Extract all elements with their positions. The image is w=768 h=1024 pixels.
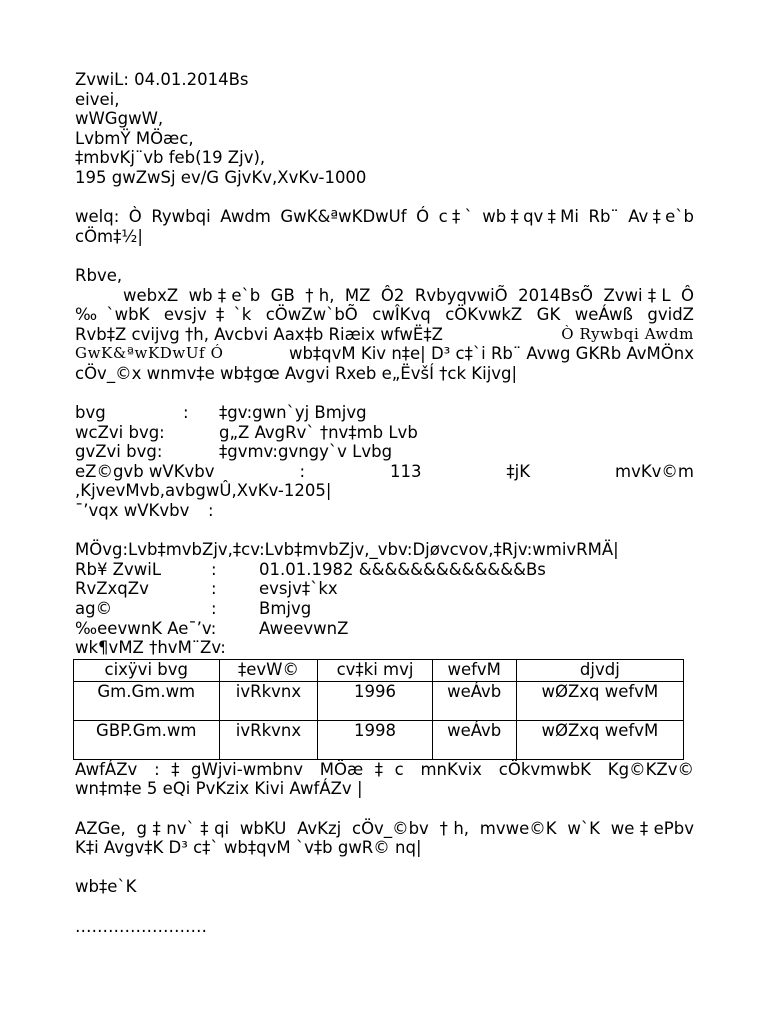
- body-line-3-serif: Ò Rywbqi Awdm: [561, 324, 694, 343]
- subject-line-1: welq: Ò Rywbqi Awdm GwK&ªwKDwUf Ó c‡` wb‡qv‡Mi Rb¨ Av‡e`b: [75, 207, 694, 227]
- experience-line-1: AwfÁZv :‡gWjvi-wmbnv MÖæ‡c mnKvix cÖkvmwbK Kg©KZv©: [75, 759, 694, 779]
- cell-result: wØZxq wefvM: [516, 681, 683, 720]
- dob-value: 01.01.1982 &&&&&&&&&&&&&Bs: [259, 559, 546, 579]
- nationality-label: RvZxqZv: [75, 579, 149, 599]
- sign-off: wb‡e`K: [75, 877, 137, 897]
- body-line-4: [75, 344, 694, 364]
- cell-board: ivRkvnx: [219, 681, 318, 720]
- signature-line: ……………………: [75, 916, 207, 936]
- name-colon: :: [183, 403, 189, 423]
- dob-colon: :: [211, 559, 217, 579]
- subject-line-2: cÖm‡½|: [75, 226, 143, 246]
- education-table: [73, 659, 684, 760]
- cell-exam: Gm.Gm.wm: [74, 681, 220, 720]
- to-line: eivei,: [75, 89, 120, 109]
- present-address-colon: :: [299, 461, 306, 481]
- experience-line-2: wn‡m‡e 5 eQi PvKzix Kivi AwfÁZv |: [75, 779, 363, 799]
- present-address-row: [75, 462, 694, 482]
- salutation: Rbve,: [75, 265, 123, 285]
- cell-year: 1996: [318, 681, 432, 720]
- dob-row: [75, 560, 694, 580]
- cell-board: ivRkvnx: [219, 720, 318, 759]
- body-line-3: [75, 325, 694, 345]
- marital-label: ‰eevwnK Ae¯’v:: [75, 618, 217, 638]
- present-address-label: eZ©gvb wVKvbv: [75, 461, 215, 481]
- marital-value: AweevwnZ: [259, 618, 349, 638]
- religion-value: Bmjvg: [259, 599, 312, 619]
- header-year: cv‡ki mvj: [318, 659, 432, 681]
- organization: LvbmŸ MÖæc,: [75, 128, 194, 148]
- permanent-address-row: [75, 501, 694, 521]
- address-line-2: 195 gwZwSj ev/G GjvKv,XvKv-1000: [75, 167, 367, 187]
- cell-year: 1998: [318, 720, 432, 759]
- header-board: ‡evW©: [219, 659, 318, 681]
- cell-exam: GBP.Gm.wm: [74, 720, 220, 759]
- body-line-3-text: Rvb‡Z cvijvg †h, Avcbvi Aax‡b Riæix wfwË‡Z: [75, 324, 449, 344]
- recipient-title: wWGgwW,: [75, 109, 164, 129]
- body-line-4-serif: GwK&ªwKDwUf Ó: [75, 344, 224, 363]
- marital-row: [75, 619, 694, 639]
- permanent-address-colon: :: [208, 501, 214, 521]
- name-value: ‡gv:gwn`yj Bmjvg: [219, 403, 367, 423]
- header-result: djvdj: [516, 659, 683, 681]
- header-exam: cixÿvi bvg: [74, 659, 220, 681]
- body-line-1: webxZ wb‡e`b GB †h, MZ Ô2 RvbyqvwiÕ 2014BsÕ Zvwi‡L Ô: [123, 285, 694, 305]
- nationality-colon: :: [211, 579, 217, 599]
- education-table-header: [74, 659, 684, 681]
- header-group: wefvM: [432, 659, 516, 681]
- table-row: [74, 681, 684, 720]
- permanent-address-value: MÖvg:Lvb‡mvbZjv,‡cv:Lvb‡mvbZjv,_vbv:Djøvcvov,‡Rjv:wmivRMÄ|: [75, 540, 619, 560]
- religion-label: ag©: [75, 599, 113, 619]
- date-line: ZvwiL: 04.01.2014Bs: [75, 70, 249, 89]
- address-line-1: ‡mbvKj¨vb feb(19 Zjv),: [75, 148, 266, 168]
- name-row: [75, 403, 694, 423]
- cell-result: wØZxq wefvM: [516, 720, 683, 759]
- permanent-address-label: ¯’vqx wVKvbv: [75, 501, 190, 521]
- body-line-5: cÖv_©x wnmv‡e wb‡gœ Avgvi Rxeb e„ËvšÍ †ck Kijvg|: [75, 363, 518, 383]
- present-address-part-2: ‡jK: [506, 461, 531, 481]
- present-address-cont: ,KjvevMvb,avbgwÛ,XvKv-1205|: [75, 481, 332, 501]
- religion-row: [75, 599, 694, 619]
- closing-line-2: K‡i Avgv‡K D³ c‡` wb‡qvM `v‡b gwR© nq|: [75, 838, 422, 858]
- table-row: [74, 720, 684, 759]
- cell-group: weÁvb: [432, 681, 516, 720]
- father-label: wcZvi bvg:: [75, 422, 165, 442]
- education-label: wk¶vMZ †hvM¨Zv:: [75, 638, 226, 658]
- mother-label: gvZvi bvg:: [75, 442, 163, 462]
- closing-line-1: AZGe, g‡nv`‡qi wbKU AvKzj cÖv_©bv †h, mvwe©K w`K we‡ePbv: [75, 818, 694, 838]
- body-line-2: ‰`wbK evsjv‡`k cÖwZw`bÕ cwÎKvq cÖKvwkZ GK weÁwß gvidZ: [75, 305, 694, 325]
- body-line-4-text: wb‡qvM Kiv n‡e| D³ c‡`i Rb¨ Avwg GKRb AvMÖnx: [283, 344, 694, 364]
- religion-colon: :: [211, 599, 217, 619]
- cell-group: weÁvb: [432, 720, 516, 759]
- mother-row: [75, 442, 694, 462]
- nationality-row: [75, 579, 694, 599]
- present-address-part-3: mvKv©m: [615, 461, 694, 481]
- nationality-value: evsjv‡`kx: [259, 579, 338, 599]
- present-address-part-1: 113: [389, 461, 422, 481]
- father-value: g„Z AvgRv` †nv‡mb Lvb: [219, 422, 418, 442]
- dob-label: Rb¥ ZvwiL: [75, 559, 162, 579]
- father-row: [75, 423, 694, 443]
- name-label: bvg: [75, 403, 106, 423]
- mother-value: ‡gvmv:gvngy`v Lvbg: [219, 442, 393, 462]
